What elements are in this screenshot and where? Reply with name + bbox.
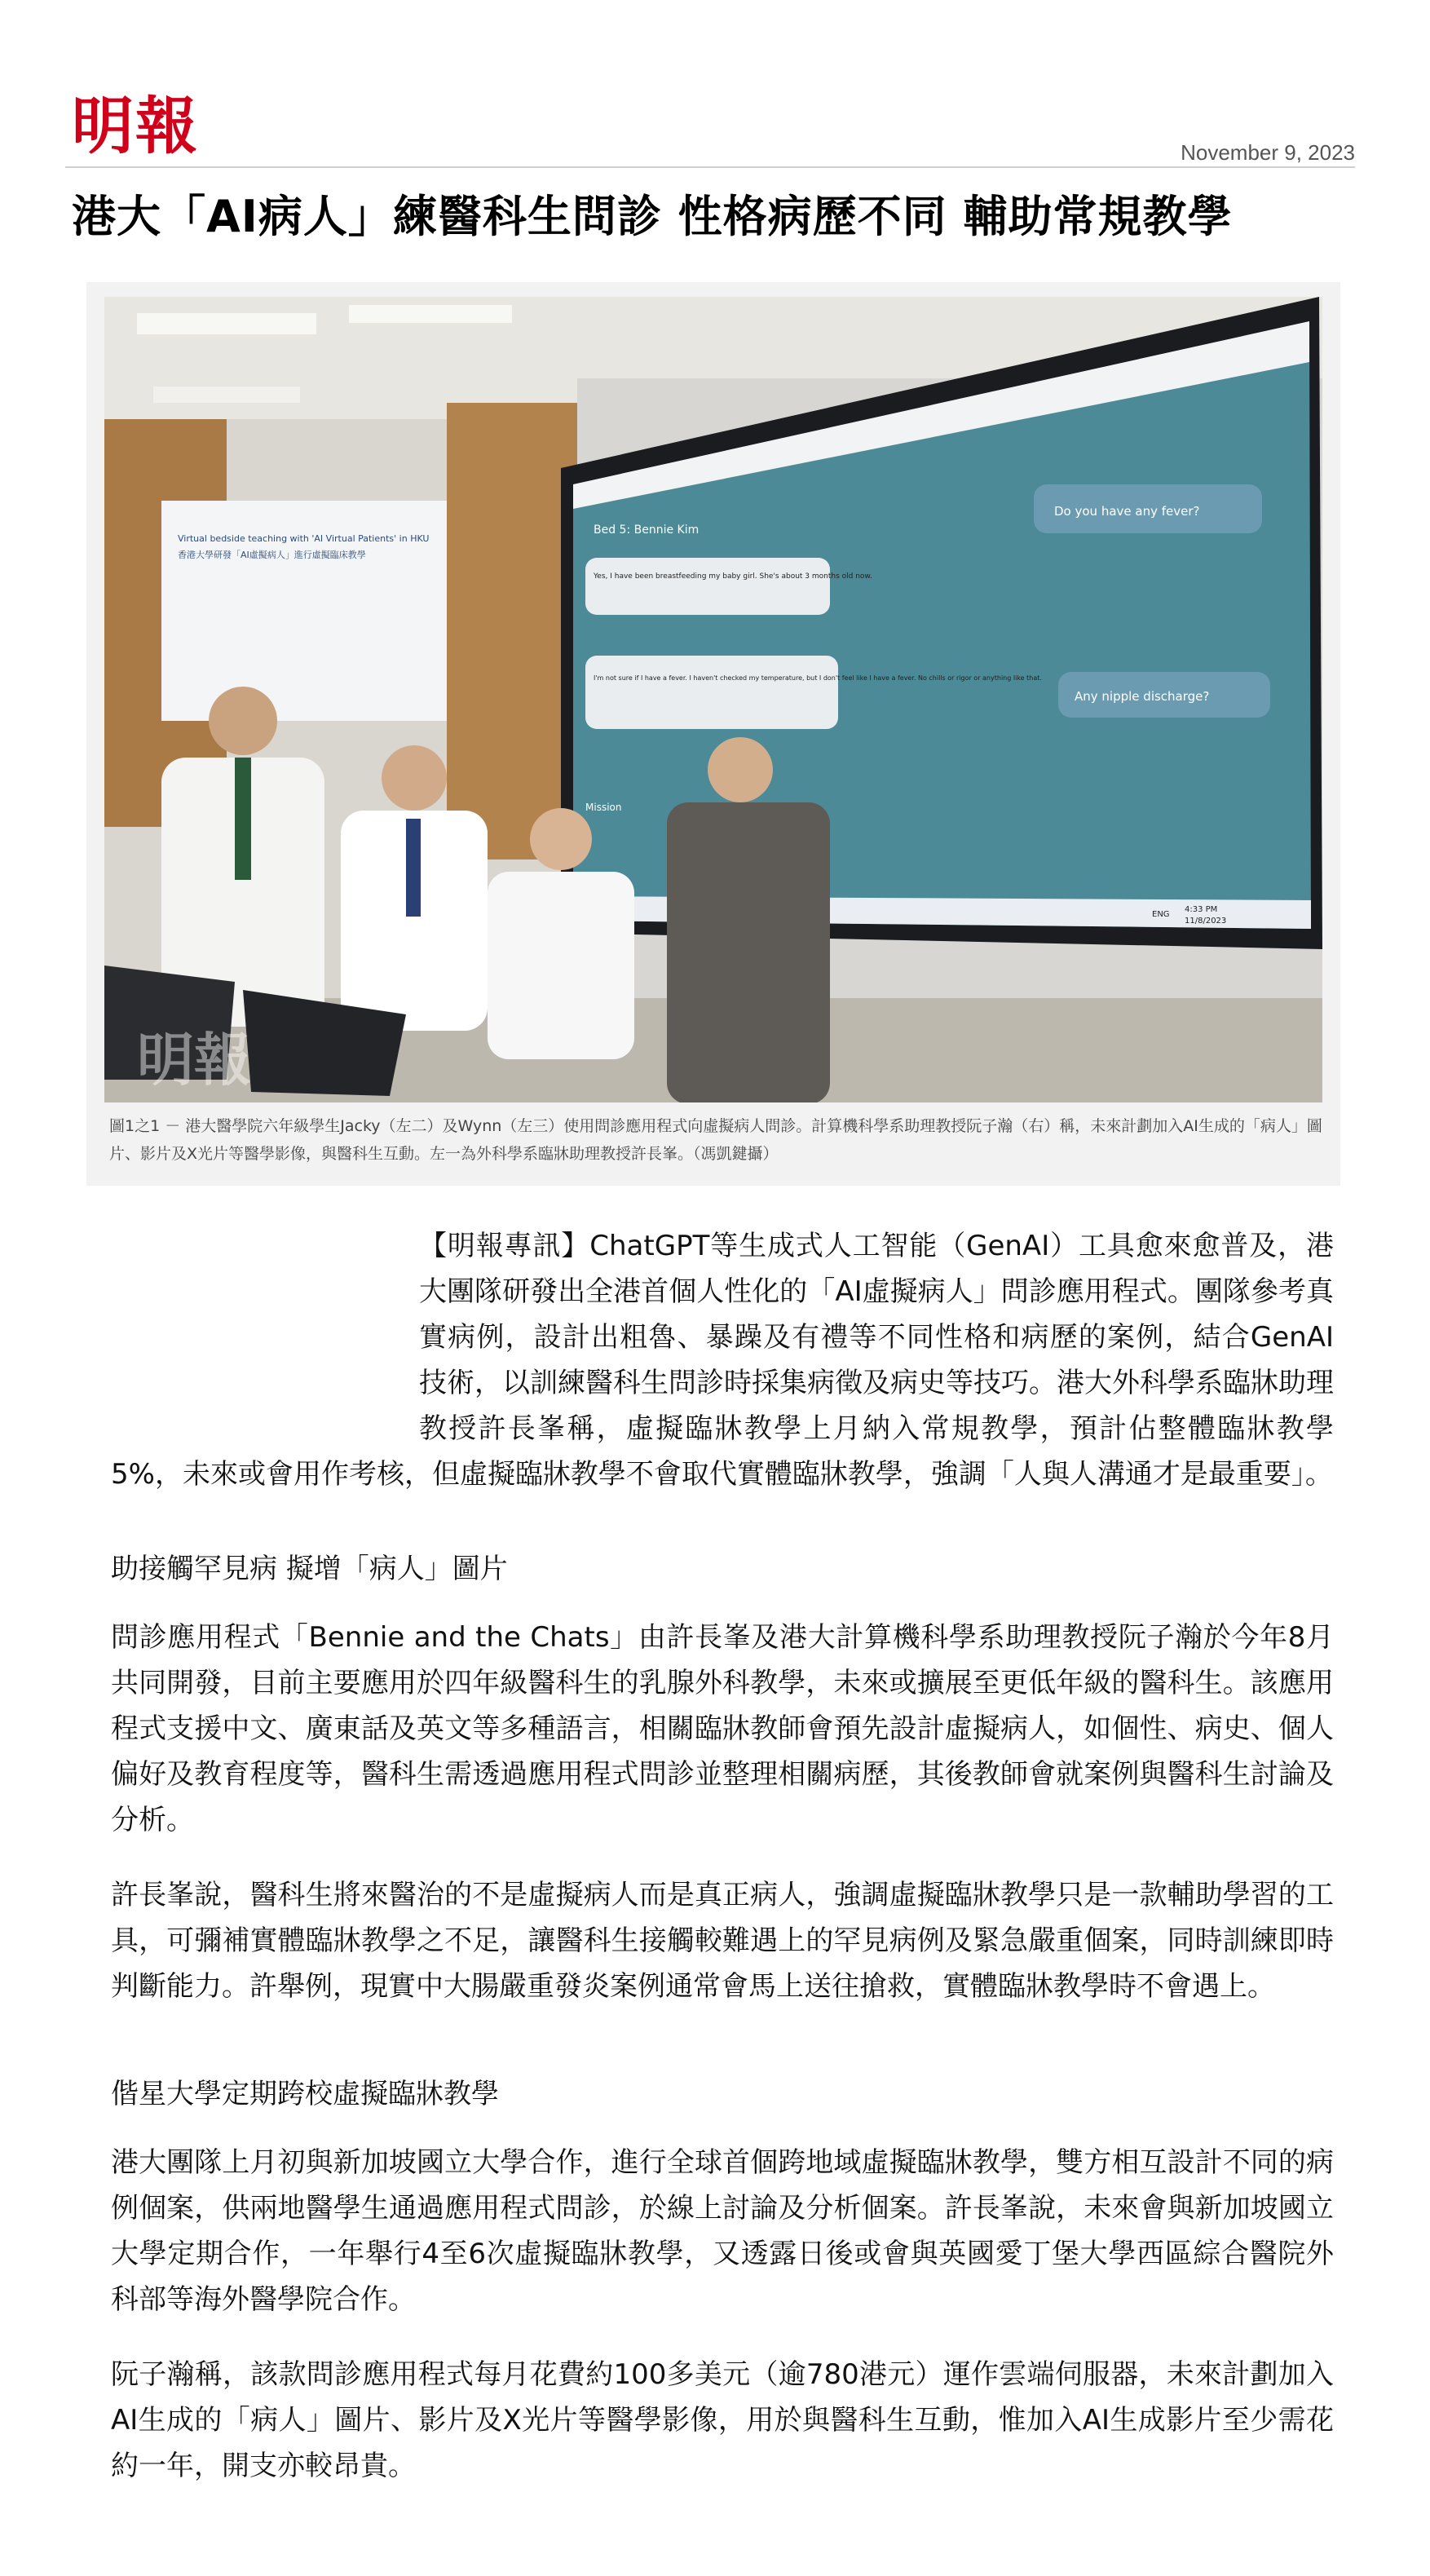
lead-paragraph [111, 1223, 1334, 1497]
chat-message-2: Do you have any fever? [1054, 504, 1200, 519]
paragraph-4: 阮子瀚稱，該款問診應用程式每月花費約100多美元（逾780港元）運作雲端伺服器，未來計劃加入AI生成的「病人」圖片、影片及X光片等醫學影像，用於與醫科生互動，惟加入AI生成影片至少需花約一年，開支亦較昂貴。 [111, 2358, 1334, 2482]
header-rule [65, 166, 1355, 168]
photo-watermark: 明報 [137, 1026, 251, 1094]
paragraph-1: 問診應用程式「Bennie and the Chats」由許長峯及港大計算機科學系助理教授阮子瀚於今年8月共同開發，目前主要應用於四年級醫科生的乳腺外科教學，未來或擴展至更低年級的醫科生。該應用程式支援中文、廣東話及英文等多種語言，相關臨牀教師會預先設計虛擬病人，如個性、病史、個人偏好及教育程度等，醫科生需透過應用程式問診並整理相關病歷，其後教師會就案例與醫科生討論及分析。 [111, 1621, 1334, 1836]
chat-message-3: I'm not sure if I have a fever. I haven't checked my temperature, but I don't feel like I have a fever. No chills or rigor or anything like that. [594, 674, 1042, 682]
taskbar-lang: ENG [1152, 910, 1170, 919]
chat-message-4: Any nipple discharge? [1075, 689, 1210, 704]
projector-subtitle: 香港大學研發「AI虛擬病人」進行虛擬臨床教學 [178, 550, 366, 560]
news-photo [104, 297, 1322, 1102]
mission-label: Mission [585, 802, 622, 813]
projector-title: Virtual bedside teaching with 'AI Virtual Patients' in HKU [178, 533, 430, 544]
publication-date: November 9, 2023 [1181, 140, 1355, 165]
headline: 港大「AI病人」練醫科生問診 性格病歷不同 輔助常規教學 [72, 191, 1233, 242]
subheading-2: 偕星大學定期跨校虛擬臨牀教學 [111, 2078, 499, 2110]
taskbar-date: 11/8/2023 [1185, 917, 1227, 926]
photo-caption: 圖1之1 － 港大醫學院六年級學生Jacky（左二）及Wynn（左三）使用問診應用程式向虛擬病人問診。計算機科學系助理教授阮子瀚（右）稱，未來計劃加入AI生成的「病人」圖片、影片及X光片等醫學影像，與醫科生互動。左一為外科學系臨牀助理教授許長峯。（馮凱鍵攝） [109, 1117, 1322, 1163]
chat-header: Bed 5: Bennie Kim [594, 524, 700, 537]
lead-indent [111, 1223, 419, 1427]
lead-text: 【明報專訊】ChatGPT等生成式人工智能（GenAI）工具愈來愈普及，港大團隊研發出全港首個人性化的「AI虛擬病人」問診應用程式。團隊參考真實病例，設計出粗魯、暴躁及有禮等不同性格和病歷的案例，結合GenAI技術，以訓練醫科生問診時採集病徵及病史等技巧。港大外科學系臨牀助理教授許長峯稱，虛擬臨牀教學上月納入常規教學，預計佔整體臨牀教學5%，未來或會用作考核，但虛擬臨牀教學不會取代實體臨牀教學，強調「人與人溝通才是最重要」。 [111, 1230, 1334, 1491]
masthead-logo: 明報 [72, 90, 199, 162]
news-figure [86, 282, 1340, 1186]
paragraph-3: 港大團隊上月初與新加坡國立大學合作，進行全球首個跨地域虛擬臨牀教學，雙方相互設計不同的病例個案，供兩地醫學生通過應用程式問診，於線上討論及分析個案。許長峯說，未來會與新加坡國立大學定期合作，一年舉行4至6次虛擬臨牀教學，又透露日後或會與英國愛丁堡大學西區綜合醫院外科部等海外醫學院合作。 [111, 2146, 1334, 2316]
taskbar-time: 4:33 PM [1185, 905, 1218, 914]
subheading-1: 助接觸罕見病 擬增「病人」圖片 [111, 1553, 508, 1585]
paragraph-2: 許長峯說，醫科生將來醫治的不是虛擬病人而是真正病人，強調虛擬臨牀教學只是一款輔助學習的工具，可彌補實體臨牀教學之不足，讓醫科生接觸較難遇上的罕見病例及緊急嚴重個案，同時訓練即時判斷能力。許舉例，現實中大腸嚴重發炎案例通常會馬上送往搶救，實體臨牀教學時不會遇上。 [111, 1879, 1334, 2003]
chat-message-1: Yes, I have been breastfeeding my baby girl. She's about 3 months old now. [594, 572, 872, 581]
